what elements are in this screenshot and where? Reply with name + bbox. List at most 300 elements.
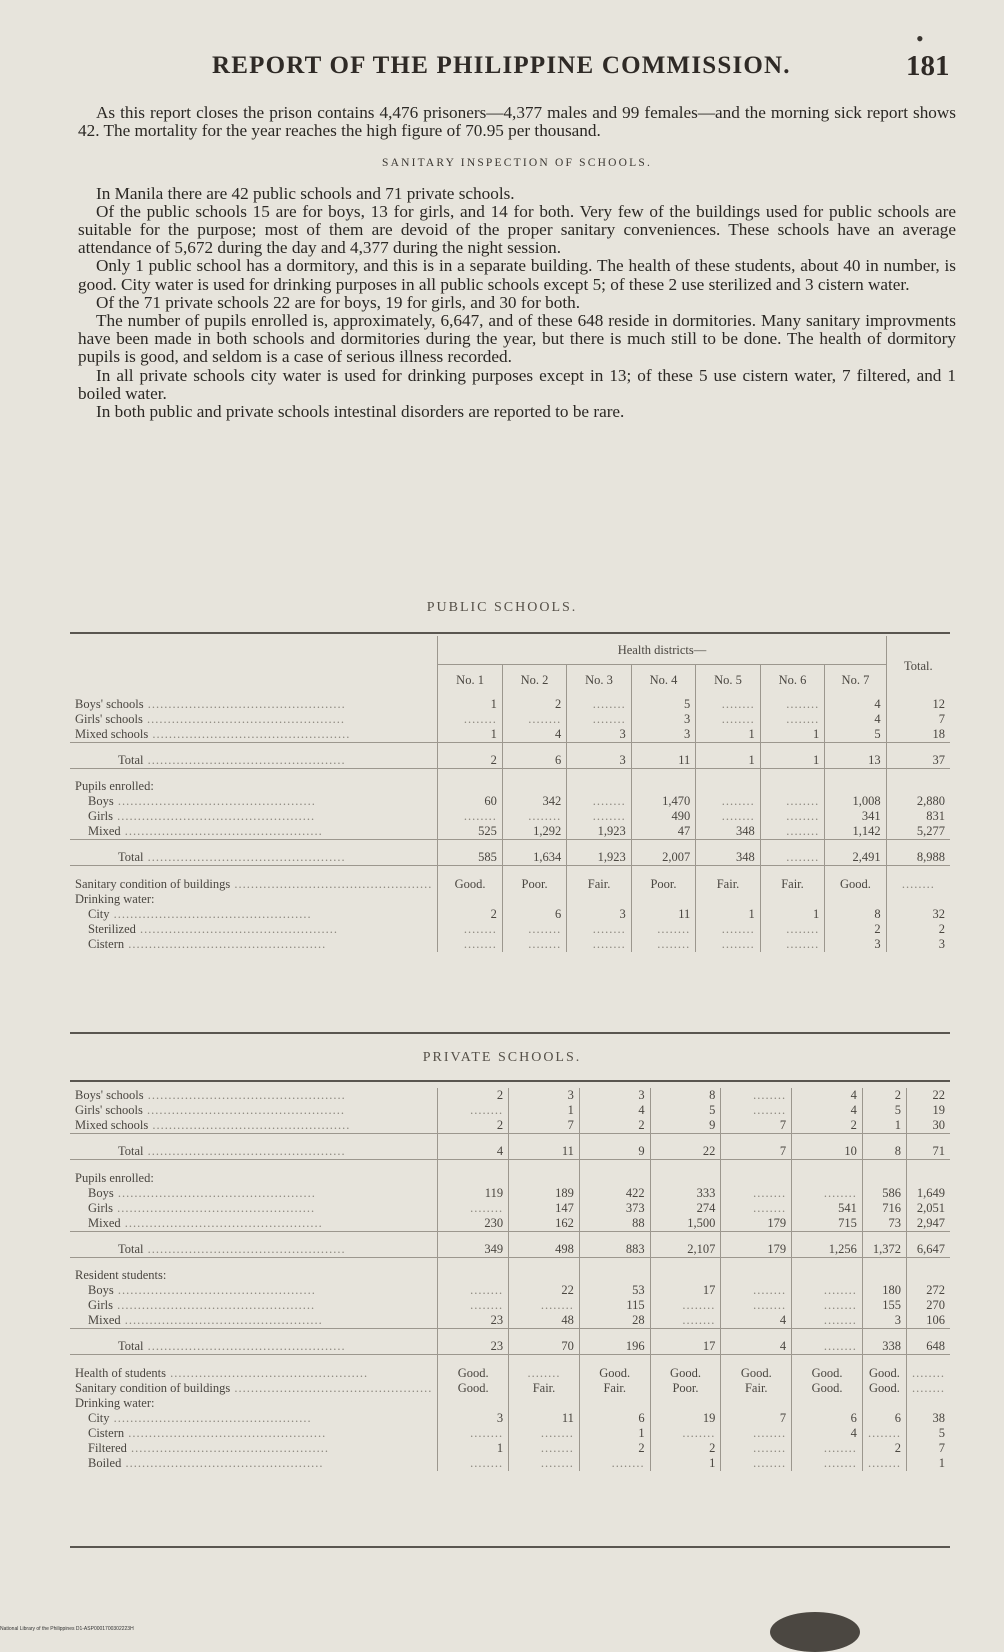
public-table-title: PUBLIC SCHOOLS. xyxy=(426,600,578,615)
district-cell xyxy=(438,1257,509,1283)
district-cell: 115 xyxy=(579,1298,650,1313)
district-cell: 1 xyxy=(760,907,824,922)
row-label-text: Boiled xyxy=(88,1455,122,1470)
district-cell: 2 xyxy=(579,1118,650,1134)
total-cell: 1 xyxy=(907,1456,951,1471)
district-cell: 1 xyxy=(760,727,824,743)
row-label xyxy=(70,1283,438,1298)
district-cell: 541 xyxy=(792,1201,863,1216)
total-cell: 7 xyxy=(886,712,950,727)
table-row xyxy=(70,1355,950,1381)
district-cell xyxy=(760,922,824,937)
district-cell: 1 xyxy=(862,1118,906,1134)
row-label-text: Total xyxy=(118,1241,144,1256)
total-row xyxy=(70,1231,950,1257)
district-cell: 179 xyxy=(721,1231,792,1257)
district-cell xyxy=(696,794,760,809)
row-label xyxy=(70,1160,438,1186)
table-row xyxy=(70,1441,950,1456)
row-label xyxy=(70,712,438,727)
district-cell: 1,008 xyxy=(825,794,886,809)
district-cell xyxy=(567,712,631,727)
district-cell xyxy=(509,1456,580,1471)
row-label-text: Sterilized xyxy=(88,921,136,936)
district-cell: Poor. xyxy=(631,866,695,892)
district-cell xyxy=(502,922,566,937)
total-cell: 272 xyxy=(907,1283,951,1298)
total-cell: 8,988 xyxy=(886,840,950,866)
district-cell xyxy=(792,1441,863,1456)
row-label xyxy=(70,1134,438,1160)
row-label-text: Girls xyxy=(88,809,113,823)
district-cell xyxy=(760,840,824,866)
district-cell: 1 xyxy=(650,1456,721,1471)
row-label xyxy=(70,922,438,937)
table-row xyxy=(70,1381,950,1396)
district-cell: 586 xyxy=(862,1186,906,1201)
district-cell xyxy=(696,892,760,907)
district-cell: 6 xyxy=(579,1411,650,1426)
district-cell: 2 xyxy=(438,1088,509,1103)
table-row xyxy=(70,824,950,840)
district-cell: 1 xyxy=(696,727,760,743)
district-cell: Good. xyxy=(862,1355,906,1381)
row-label-text: Boys xyxy=(88,1185,114,1200)
row-label xyxy=(70,697,438,712)
total-header: Total. xyxy=(886,636,950,697)
district-cell xyxy=(438,1160,509,1186)
district-cell: 348 xyxy=(696,840,760,866)
district-cell xyxy=(696,768,760,794)
district-cell xyxy=(509,1396,580,1411)
district-cell: Good. xyxy=(825,866,886,892)
district-header: No. 2 xyxy=(502,665,566,697)
scan-footer: National Library of the Philippines D1-ASP0001700302223H xyxy=(0,1626,134,1632)
district-cell xyxy=(509,1298,580,1313)
district-cell: 5 xyxy=(825,727,886,743)
district-cell xyxy=(438,922,502,937)
district-cell: 1,500 xyxy=(650,1216,721,1232)
district-cell: Poor. xyxy=(650,1381,721,1396)
district-cell xyxy=(862,1456,906,1471)
row-label xyxy=(70,1186,438,1201)
district-cell xyxy=(579,1160,650,1186)
district-cell: Fair. xyxy=(760,866,824,892)
district-cell: 11 xyxy=(631,907,695,922)
district-cell: Fair. xyxy=(579,1381,650,1396)
district-cell xyxy=(438,937,502,952)
row-label-text: Pupils enrolled: xyxy=(75,1170,154,1185)
row-label xyxy=(70,1103,438,1118)
district-cell: 525 xyxy=(438,824,502,840)
district-cell: 2,007 xyxy=(631,840,695,866)
district-cell: 5 xyxy=(631,697,695,712)
district-cell: 4 xyxy=(721,1313,792,1329)
district-cell: Fair. xyxy=(567,866,631,892)
district-cell xyxy=(862,1257,906,1283)
district-cell: 2 xyxy=(579,1441,650,1456)
district-cell xyxy=(567,768,631,794)
row-label-text: Sanitary condition of buildings xyxy=(75,876,231,891)
row-label xyxy=(70,1216,438,1232)
district-cell: 10 xyxy=(792,1134,863,1160)
public-table-bottom-rule xyxy=(70,1032,950,1034)
district-cell xyxy=(792,1329,863,1355)
district-cell xyxy=(760,768,824,794)
row-label-text: Total xyxy=(118,1144,144,1158)
total-row xyxy=(70,1329,950,1355)
district-cell xyxy=(567,809,631,824)
paragraph-prison: As this report closes the prison contains 4,476 prisoners—4,377 males and 99 females—and the morning sick report shows 42. The mortality for the year reaches the high figure of 70.95 per thousand. xyxy=(78,103,956,141)
district-cell: 180 xyxy=(862,1283,906,1298)
district-cell xyxy=(696,922,760,937)
district-cell xyxy=(721,1160,792,1186)
total-cell: 7 xyxy=(907,1441,951,1456)
total-cell xyxy=(907,1355,951,1381)
page-title: REPORT OF THE PHILIPPINE COMMISSION. xyxy=(212,52,791,79)
district-cell: 3 xyxy=(825,937,886,952)
row-label-text: Drinking water: xyxy=(75,891,155,906)
row-label-text: Mixed xyxy=(88,824,121,838)
total-cell xyxy=(886,768,950,794)
table-row xyxy=(70,1426,950,1441)
district-cell: 53 xyxy=(579,1283,650,1298)
district-cell xyxy=(502,712,566,727)
row-label-text: Total xyxy=(118,850,144,864)
district-cell xyxy=(509,1160,580,1186)
district-cell: Poor. xyxy=(502,866,566,892)
district-cell xyxy=(721,1088,792,1103)
district-cell xyxy=(438,809,502,824)
district-cell xyxy=(721,1186,792,1201)
district-cell: 4 xyxy=(438,1134,509,1160)
total-cell xyxy=(907,1396,951,1411)
district-cell: 1 xyxy=(438,1441,509,1456)
district-cell: Good. xyxy=(438,866,502,892)
district-cell: 28 xyxy=(579,1313,650,1329)
row-label xyxy=(70,1201,438,1216)
row-label-text: Health of students xyxy=(75,1365,166,1380)
district-cell: 4 xyxy=(825,712,886,727)
district-cell: 373 xyxy=(579,1201,650,1216)
district-cell xyxy=(721,1257,792,1283)
district-cell xyxy=(760,697,824,712)
district-cell xyxy=(792,1396,863,1411)
district-cell: 6 xyxy=(502,907,566,922)
row-label-text: Drinking water: xyxy=(75,1395,155,1410)
table-row xyxy=(70,697,950,712)
total-cell: 12 xyxy=(886,697,950,712)
district-cell: 73 xyxy=(862,1216,906,1232)
row-label xyxy=(70,1381,438,1396)
district-cell xyxy=(438,892,502,907)
paragraph: Of the 71 private schools 22 are for boys, 19 for girls, and 30 for both. xyxy=(96,292,581,312)
district-cell xyxy=(650,1257,721,1283)
district-cell: 2 xyxy=(862,1441,906,1456)
district-cell: 162 xyxy=(509,1216,580,1232)
district-cell xyxy=(792,1283,863,1298)
total-cell: 2,880 xyxy=(886,794,950,809)
district-cell xyxy=(438,1456,509,1471)
total-cell: 270 xyxy=(907,1298,951,1313)
district-cell: 147 xyxy=(509,1201,580,1216)
district-cell: Good. xyxy=(792,1381,863,1396)
district-cell xyxy=(579,1257,650,1283)
private-schools-table xyxy=(70,1088,950,1471)
row-label-text: Total xyxy=(118,1339,144,1353)
row-label-text: Cistern xyxy=(88,1425,125,1440)
total-cell: 18 xyxy=(886,727,950,743)
district-cell xyxy=(792,1456,863,1471)
row-label xyxy=(70,1313,438,1329)
total-row xyxy=(70,1134,950,1160)
private-table-bottom-rule xyxy=(70,1546,950,1548)
district-cell: 2 xyxy=(438,1118,509,1134)
district-cell: 7 xyxy=(721,1411,792,1426)
paragraph: In all private schools city water is used for drinking purposes except in 13; of these 5 use cistern water, 7 filtered, and 1 boiled water. xyxy=(78,365,956,403)
row-label-text: Filtered xyxy=(88,1440,127,1455)
table-row xyxy=(70,1118,950,1134)
row-label-text: City xyxy=(88,1410,110,1425)
total-cell: 3 xyxy=(886,937,950,952)
district-cell: Fair. xyxy=(696,866,760,892)
total-cell: 2 xyxy=(886,922,950,937)
district-cell: Good. xyxy=(721,1355,792,1381)
total-cell xyxy=(886,892,950,907)
row-label-text: Mixed schools xyxy=(75,726,149,741)
total-cell: 19 xyxy=(907,1103,951,1118)
district-cell: 48 xyxy=(509,1313,580,1329)
paragraph: In Manila there are 42 public schools and 71 private schools. xyxy=(96,183,515,203)
row-label xyxy=(70,840,438,866)
district-cell xyxy=(509,1426,580,1441)
table-row xyxy=(70,1456,950,1471)
district-cell: 1 xyxy=(696,907,760,922)
district-cell: Good. xyxy=(650,1355,721,1381)
district-cell: Good. xyxy=(792,1355,863,1381)
district-cell: 715 xyxy=(792,1216,863,1232)
row-label xyxy=(70,1257,438,1283)
district-cell: 3 xyxy=(509,1088,580,1103)
district-cell xyxy=(438,1103,509,1118)
district-cell xyxy=(696,809,760,824)
district-cell: 11 xyxy=(509,1411,580,1426)
district-cell xyxy=(696,712,760,727)
district-cell: 22 xyxy=(650,1134,721,1160)
total-cell: 30 xyxy=(907,1118,951,1134)
row-label xyxy=(70,742,438,768)
district-cell xyxy=(438,1201,509,1216)
district-cell: 1 xyxy=(579,1426,650,1441)
row-label xyxy=(70,1441,438,1456)
district-cell: 3 xyxy=(567,742,631,768)
total-cell: 1,649 xyxy=(907,1186,951,1201)
district-cell: 22 xyxy=(509,1283,580,1298)
district-cell: 4 xyxy=(721,1329,792,1355)
district-cell xyxy=(567,794,631,809)
row-label-text: Sanitary condition of buildings xyxy=(75,1380,231,1395)
district-cell: 1,470 xyxy=(631,794,695,809)
district-cell xyxy=(650,1298,721,1313)
district-cell xyxy=(631,892,695,907)
total-cell: 2,947 xyxy=(907,1216,951,1232)
district-cell: 17 xyxy=(650,1283,721,1298)
district-cell: 338 xyxy=(862,1329,906,1355)
total-cell: 5 xyxy=(907,1426,951,1441)
district-cell: 88 xyxy=(579,1216,650,1232)
private-table-title: PRIVATE SCHOOLS. xyxy=(422,1050,582,1065)
district-cell xyxy=(567,892,631,907)
district-cell: 490 xyxy=(631,809,695,824)
district-cell: 6 xyxy=(502,742,566,768)
row-label-text: Mixed xyxy=(88,1215,121,1230)
district-cell xyxy=(438,1396,509,1411)
row-label-text: Boys xyxy=(88,1283,114,1297)
district-cell xyxy=(650,1426,721,1441)
table-row xyxy=(70,1088,950,1103)
district-cell: 11 xyxy=(509,1134,580,1160)
table-row xyxy=(70,922,950,937)
district-cell xyxy=(792,1186,863,1201)
public-schools-table xyxy=(70,636,950,952)
district-cell: 119 xyxy=(438,1186,509,1201)
district-cell: 1,256 xyxy=(792,1231,863,1257)
total-cell xyxy=(907,1381,951,1396)
row-label xyxy=(70,907,438,922)
district-cell: Good. xyxy=(438,1381,509,1396)
private-table-top-rule xyxy=(70,1080,950,1082)
row-label xyxy=(70,824,438,840)
district-cell: Good. xyxy=(438,1355,509,1381)
district-cell: 341 xyxy=(825,809,886,824)
total-cell: 32 xyxy=(886,907,950,922)
row-label xyxy=(70,1426,438,1441)
total-cell: 38 xyxy=(907,1411,951,1426)
district-cell: 3 xyxy=(862,1313,906,1329)
district-cell: 1,372 xyxy=(862,1231,906,1257)
total-cell: 6,647 xyxy=(907,1231,951,1257)
total-row xyxy=(70,742,950,768)
district-header: No. 4 xyxy=(631,665,695,697)
district-cell xyxy=(760,824,824,840)
district-cell: 2 xyxy=(825,922,886,937)
district-cell xyxy=(502,809,566,824)
district-cell xyxy=(650,1396,721,1411)
district-cell: 1,292 xyxy=(502,824,566,840)
district-cell xyxy=(631,937,695,952)
total-row xyxy=(70,840,950,866)
total-cell: 5,277 xyxy=(886,824,950,840)
district-cell xyxy=(509,1257,580,1283)
table-row xyxy=(70,727,950,743)
district-cell xyxy=(862,1160,906,1186)
row-label-text: Mixed schools xyxy=(75,1118,149,1132)
district-header: No. 5 xyxy=(696,665,760,697)
district-cell xyxy=(721,1201,792,1216)
district-cell: 2,491 xyxy=(825,840,886,866)
district-cell xyxy=(631,768,695,794)
district-cell: 1,634 xyxy=(502,840,566,866)
district-cell xyxy=(509,1355,580,1381)
total-cell: 22 xyxy=(907,1088,951,1103)
page-number: 181 xyxy=(906,50,950,82)
table-row xyxy=(70,794,950,809)
page-header xyxy=(0,26,1004,88)
district-cell xyxy=(760,712,824,727)
total-cell: 831 xyxy=(886,809,950,824)
row-label xyxy=(70,892,438,907)
district-cell: 70 xyxy=(509,1329,580,1355)
district-cell: 13 xyxy=(825,742,886,768)
district-cell xyxy=(760,809,824,824)
district-cell: 716 xyxy=(862,1201,906,1216)
district-cell: 274 xyxy=(650,1201,721,1216)
district-cell xyxy=(502,768,566,794)
row-label xyxy=(70,1411,438,1426)
public-table-top-rule xyxy=(70,632,950,634)
health-districts-header: Health districts— xyxy=(438,636,886,665)
row-label-text: Cistern xyxy=(88,936,125,951)
district-cell: 6 xyxy=(792,1411,863,1426)
row-label xyxy=(70,809,438,824)
district-cell: 349 xyxy=(438,1231,509,1257)
table-row xyxy=(70,892,950,907)
district-cell: 179 xyxy=(721,1216,792,1232)
paragraph: Only 1 public school has a dormitory, and this is in a separate building. The health of these students, about 40 in number, is good. City water is used for drinking purposes in all public schools except 5; of these 2 use sterilized and 3 cistern water. xyxy=(78,256,956,294)
district-cell: 5 xyxy=(650,1103,721,1118)
district-cell: 19 xyxy=(650,1411,721,1426)
district-cell xyxy=(792,1313,863,1329)
district-cell: 3 xyxy=(567,907,631,922)
row-label xyxy=(70,1396,438,1411)
district-cell xyxy=(567,697,631,712)
table-row xyxy=(70,1411,950,1426)
district-cell: Good. xyxy=(579,1355,650,1381)
district-cell: 1 xyxy=(509,1103,580,1118)
district-cell: 1,923 xyxy=(567,840,631,866)
district-cell: 23 xyxy=(438,1313,509,1329)
paragraph: In both public and private schools intestinal disorders are reported to be rare. xyxy=(96,402,625,422)
body-text xyxy=(78,104,956,421)
district-cell xyxy=(862,1426,906,1441)
row-label-text: Pupils enrolled: xyxy=(75,779,154,793)
district-cell xyxy=(825,768,886,794)
district-cell: 4 xyxy=(579,1103,650,1118)
district-cell: 3 xyxy=(438,1411,509,1426)
district-cell xyxy=(579,1456,650,1471)
district-cell xyxy=(721,1103,792,1118)
row-label-text: Mixed xyxy=(88,1313,121,1327)
row-label xyxy=(70,866,438,892)
district-cell: 23 xyxy=(438,1329,509,1355)
district-cell xyxy=(721,1426,792,1441)
district-cell: 9 xyxy=(650,1118,721,1134)
row-label-text: City xyxy=(88,906,110,921)
district-cell: 9 xyxy=(579,1134,650,1160)
table-row xyxy=(70,907,950,922)
table-row xyxy=(70,937,950,952)
row-label xyxy=(70,1329,438,1355)
row-label-text: Girls xyxy=(88,1200,113,1215)
district-cell: 7 xyxy=(721,1118,792,1134)
district-cell: 3 xyxy=(631,712,695,727)
district-cell: 4 xyxy=(792,1103,863,1118)
district-cell: 7 xyxy=(721,1134,792,1160)
district-cell: 7 xyxy=(509,1118,580,1134)
total-cell: 37 xyxy=(886,742,950,768)
district-cell: 1 xyxy=(438,727,502,743)
district-cell: 3 xyxy=(631,727,695,743)
